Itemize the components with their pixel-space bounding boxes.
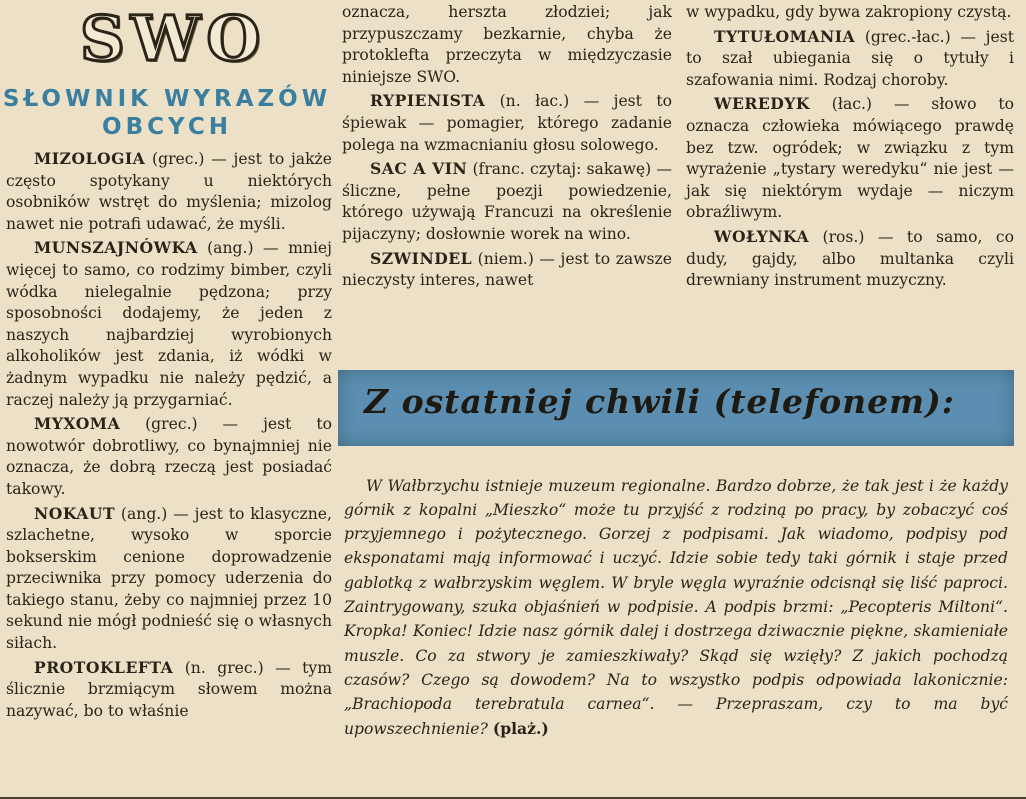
entry-continuation: oznacza, herszta złodziei; jak przypuszczamy bezkarnie, chyba że protokleftа przeczyta w międzyczasie niniejsze SWO. — [342, 3, 672, 86]
masthead-subtitle-line2: OBCYCH — [102, 114, 232, 140]
masthead-subtitle-line1: SŁOWNIK WYRAZÓW — [2, 86, 332, 112]
section-banner — [338, 370, 1014, 446]
entry-continuation: w wypadku, gdy bywa zakropiony czystą. — [686, 3, 1012, 21]
banner-heading: Z ostatniej chwili (telefonem): — [364, 382, 955, 421]
dictionary-entry — [6, 148, 332, 235]
entry-definition: (grec.) — jest to nowotwór dobrotliwy, co bynajmniej nie oznacza, że dobrą rzeczą jest posiadać takowy. — [6, 415, 332, 498]
masthead-title: SWO — [80, 2, 267, 75]
entry-headword: NOKAUT — [34, 503, 116, 523]
entry-definition: (niem.) — jest to zawsze nieczysty interes, nawet — [342, 249, 672, 290]
entry-definition: (grec.-łac.) — jest to szał ubiegania się o tytuły i szafowania nimi. Rodzaj choroby. — [686, 27, 1014, 89]
entry-headword: MIZOLOGIA — [34, 149, 146, 168]
masthead — [2, 0, 332, 148]
column-1 — [2, 0, 332, 724]
entry-definition: (n. grec.) — tym ślicznie brzmiącym słowem można nazywać, bo to właśnie — [6, 658, 332, 720]
dictionary-entry — [686, 93, 1014, 224]
entry-definition: (łac.) — słowo to oznacza człowieka mówiącego prawdę bez tzw. ogródek; w związku z tym wyrażenie „tystary weredyku“ nie jest — jak się niektórym wydaje — niczym obraźliwym. — [686, 95, 1014, 222]
dictionary-entry — [686, 226, 1014, 292]
dictionary-entry — [342, 158, 672, 245]
dictionary-entry — [342, 90, 672, 156]
dictionary-entry — [6, 413, 332, 500]
entry-definition: (grec.) — jest to jakże często spotykany u niektórych osobników wstręt do myślenia; mizolog nawet nie potrafi udawać, że myśli. — [6, 150, 332, 233]
entry-headword: RYPIENISTA — [370, 91, 486, 111]
entry-definition: (ang.) — mniej więcej to samo, co rodzimy bimber, czyli wódka nielegalnie pędzona; przy sposobności dodajemy, że jeden z naszych najbardziej wyrobionych alkoholików jest zdania, iż wódki w żadnym wypadku nie należy pędzić, a raczej należy ją przygarniać. — [6, 239, 332, 409]
column-2 — [342, 2, 672, 294]
dictionary-entry — [6, 657, 332, 723]
entry-headword: MYXOMA — [34, 414, 121, 434]
entry-headword: WEREDYK — [714, 94, 810, 114]
dictionary-entry — [6, 503, 332, 655]
dictionary-entry — [6, 237, 332, 411]
entry-headword: SAC A VIN — [370, 159, 468, 179]
entry-headword: MUNSZAJNÓWKA — [34, 238, 198, 258]
news-article — [344, 474, 1008, 741]
entry-headword: SZWINDEL — [370, 248, 473, 268]
entry-definition: (ros.) — to samo, co dudy, gajdy, albo multanka czyli drewniany instrument muzyczny. — [686, 227, 1014, 290]
entry-headword: WOŁYNKA — [714, 226, 810, 246]
article-body: W Wałbrzychu istnieje muzeum regionalne. Bardzo dobrze, że tak jest i że każdy górnik z kopalni „Mieszko“ może tu przyjść z rodziną po pracy, by zobaczyć coś przyjemnego i pożytecznego. Gorzej z podpisami. Jak wiadomo, podpisy pod eksponatami mają informować i uczyć. Idzie sobie tedy taki górnik i staje przed gablotką z wałbrzyskim węglem. W bryle węgla wyraźnie odcisnął się liść paproci. Zaintrygowany, szuka objaśnień w podpisie. A podpis brzmi: „Pecopteris Miltoni“. Kropka! Koniec! Idzie nasz górnik dalej i dostrzega dziwacznie piękne, skamieniałe muszle. Co za stwory je zamieszkiwały? Skąd się wzięły? Z jakich pochodzą czasów? Czego są dowodem? Na to wszystko podpis odpowiada lakonicznie: „Brachiopoda terebratula carnea“. — Przepraszam, czy to ma być upowszechnienie? — [344, 476, 1008, 738]
entry-headword: PROTOKLEFTA — [34, 657, 174, 677]
article-signature: (plaż.) — [492, 718, 549, 738]
entry-definition: (franc. czytaj: sakawę) — śliczne, pełne poezji powiedzenie, którego używają Francuzi na określenie pijaczyny; dosłownie worek na wino. — [342, 160, 672, 243]
entry-definition: (n. łac.) — jest to śpiewak — pomagier, którego zadanie polega na wzmacnianiu głosu solowego. — [342, 92, 672, 154]
column-3 — [686, 2, 1014, 294]
dictionary-entry — [342, 248, 672, 292]
entry-headword: TYTUŁOMANIA — [714, 26, 856, 46]
dictionary-entry — [686, 26, 1014, 92]
entry-definition: (ang.) — jest to klasyczne, szlachetne, wysoko w sporcie bokserskim cenione doprowadzenie przeciwnika przy pomocy uderzenia do takiego stanu, żeby co najmniej przez 10 sekund nie mógł podnieść się o własnych siłach. — [6, 504, 332, 653]
